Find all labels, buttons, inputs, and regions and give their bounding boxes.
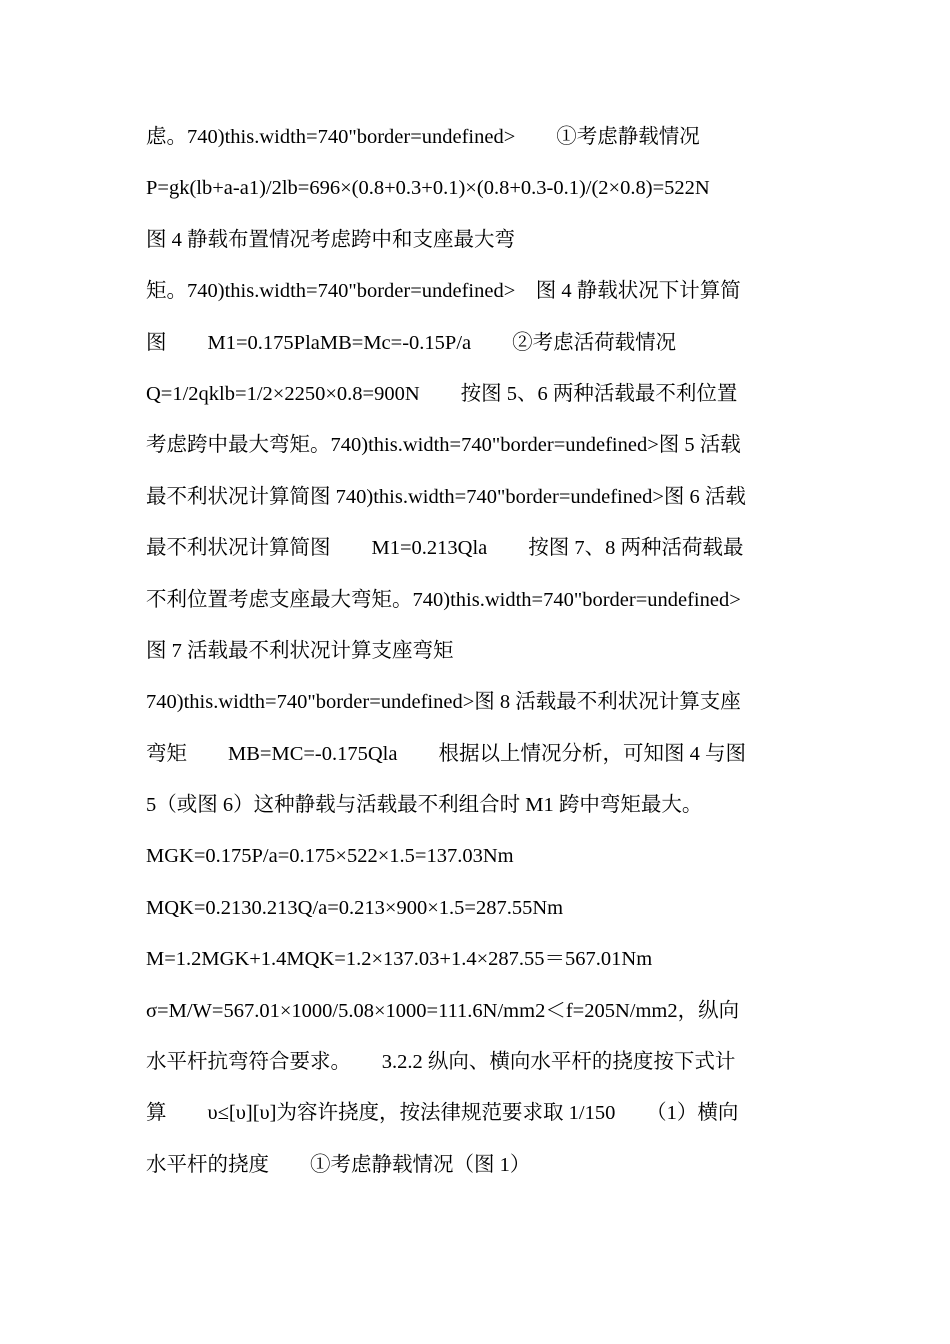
text-line: Q=1/2qklb=1/2×2250×0.8=900N 按图 5、6 两种活载最不利位置: [146, 382, 738, 405]
text-line: 图 7 活载最不利状况计算支座弯矩: [146, 639, 454, 662]
text-line: 图 4 静载布置情况考虑跨中和支座最大弯: [146, 228, 515, 251]
text-line: 矩。740)this.width=740"border=undefined> 图 4 静载状况下计算简: [146, 280, 741, 303]
text-line: 740)this.width=740"border=undefined>图 8 活载最不利状况计算支座: [146, 691, 741, 714]
text-line: 图 M1=0.175PlaMB=Mc=-0.15P/a ②考虑活荷载情况: [146, 331, 677, 354]
text-line: 最不利状况计算简图 740)this.width=740"border=undefined>图 6 活载: [146, 485, 746, 508]
text-line: 算 υ≤[υ][υ]为容许挠度，按法律规范要求取 1/150 （1）横向: [146, 1102, 739, 1125]
text-line: 考虑跨中最大弯矩。740)this.width=740"border=undefined>图 5 活载: [146, 434, 741, 457]
text-line: MQK=0.2130.213Q/a=0.213×900×1.5=287.55Nm: [146, 896, 564, 919]
text-line: 5（或图 6）这种静载与活载最不利组合时 M1 跨中弯矩最大。: [146, 794, 703, 817]
text-line: 水平杆的挠度 ①考虑静载情况（图 1）: [146, 1153, 531, 1176]
text-line: 最不利状况计算简图 M1=0.213Qla 按图 7、8 两种活荷载最: [146, 537, 744, 560]
text-line: P=gk(lb+a-a1)/2lb=696×(0.8+0.3+0.1)×(0.8+0.3-0.1)/(2×0.8)=522N: [146, 177, 710, 200]
text-line: 弯矩 MB=MC=-0.175Qla 根据以上情况分析，可知图 4 与图: [146, 742, 746, 765]
text-line: MGK=0.175P/a=0.175×522×1.5=137.03Nm: [146, 845, 514, 868]
text-line: 虑。740)this.width=740"border=undefined> ①考虑静载情况: [146, 126, 700, 148]
text-line: 不利位置考虑支座最大弯矩。740)this.width=740"border=undefined>: [146, 588, 741, 611]
text-line: σ=M/W=567.01×1000/5.08×1000=111.6N/mm2＜f=205N/mm2，纵向: [146, 999, 740, 1022]
text-line: 水平杆抗弯符合要求。 3.2.2 纵向、横向水平杆的挠度按下式计: [146, 1051, 736, 1074]
body-text: [146, 112, 806, 1191]
text-line: M=1.2MGK+1.4MQK=1.2×137.03+1.4×287.55＝567.01Nm: [146, 948, 653, 971]
